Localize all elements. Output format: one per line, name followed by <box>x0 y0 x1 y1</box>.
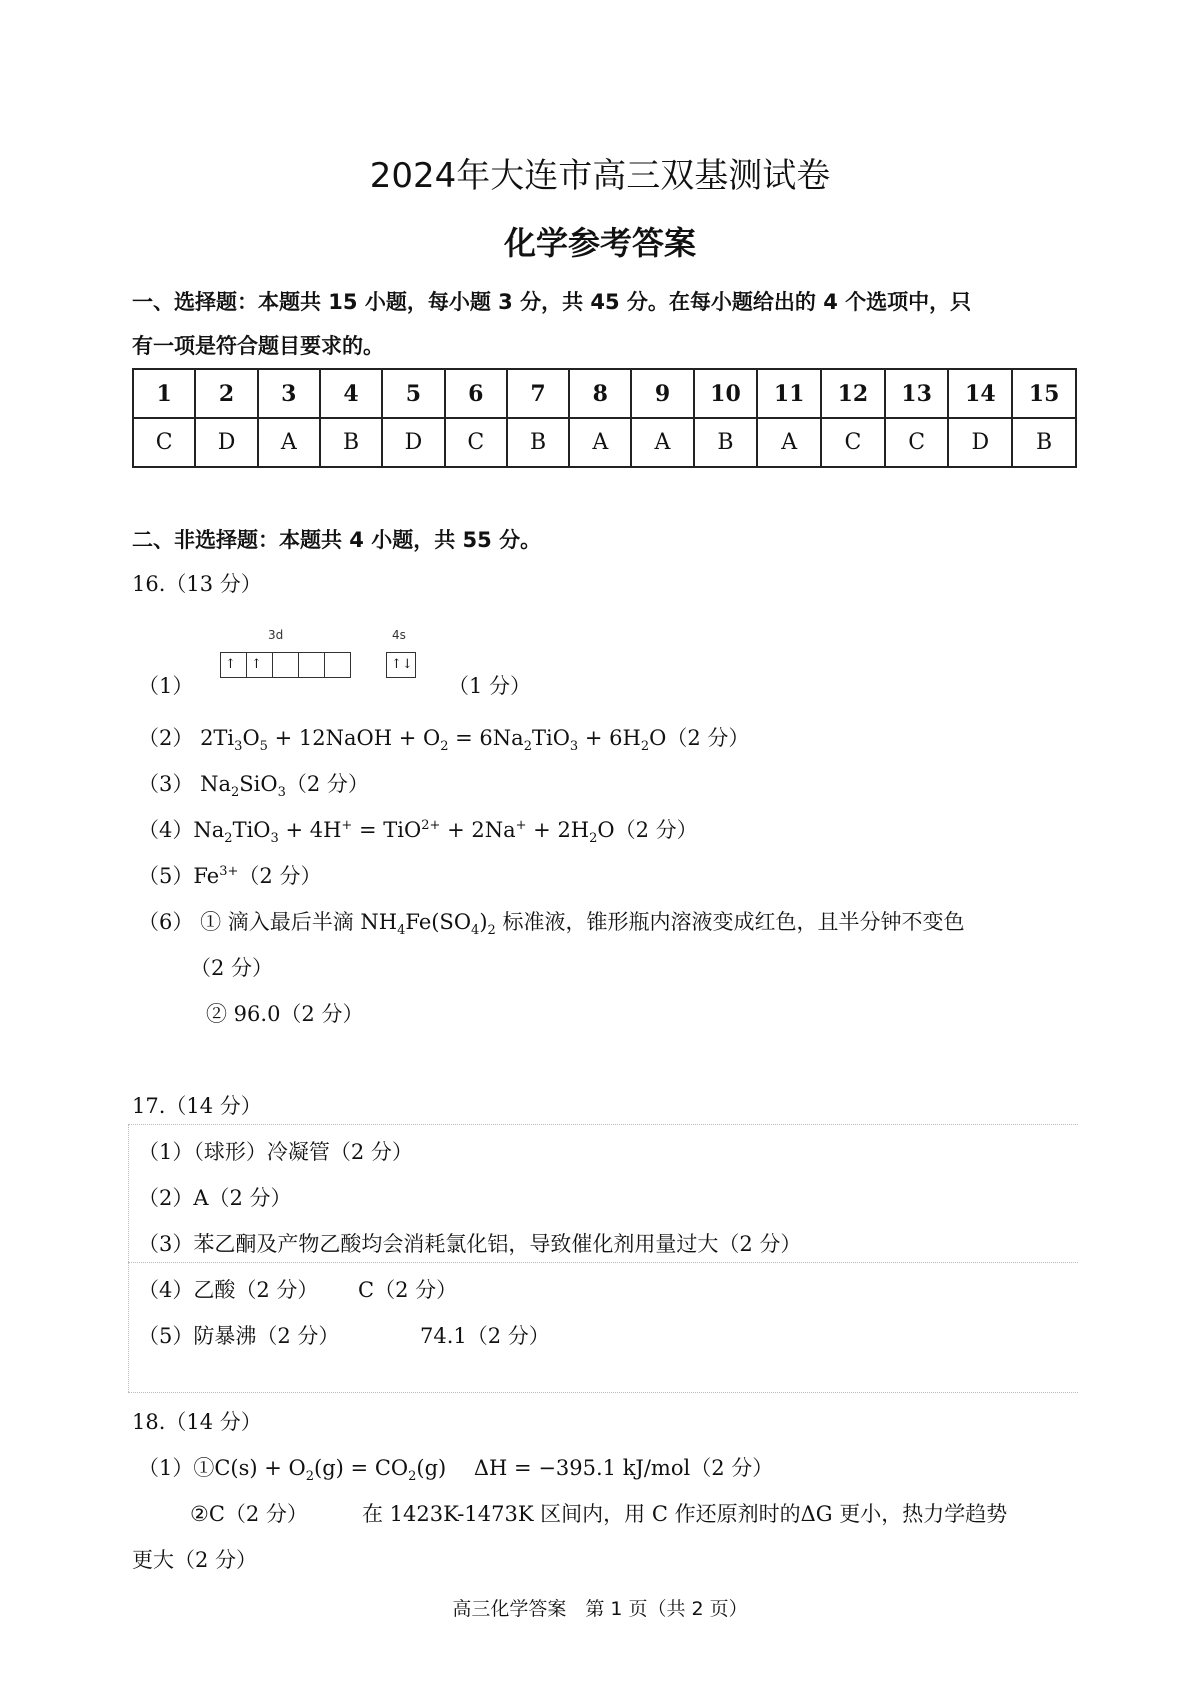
answer-cell: B <box>694 418 758 467</box>
q16-a6-prefix: （6） <box>138 910 194 934</box>
q18-a1-line2-left: ②C（2 分） <box>190 1502 308 1526</box>
orbital-3d-label: 3d <box>268 628 284 642</box>
q17-a4-left: （4）乙酸（2 分） <box>138 1278 319 1302</box>
formula-text: ) <box>479 910 488 934</box>
formula-text: ① 滴入最后半滴 NH <box>200 910 398 934</box>
q16-a6-line3: ② 96.0（2 分） <box>206 1002 364 1026</box>
q17-a3: （3）苯乙酮及产物乙酸均会消耗氯化铝，导致催化剂用量过大（2 分） <box>138 1232 802 1256</box>
q18-header: 18.（14 分） <box>132 1410 262 1434</box>
q16-a3-prefix: （3） <box>138 772 194 796</box>
formula-text: + 2Na <box>440 818 516 842</box>
subscript: 2 <box>224 831 233 847</box>
orbital-3d-box <box>272 652 299 678</box>
subscript: 4 <box>397 923 406 939</box>
q18-a1-line2-right: 在 1423K-1473K 区间内，用 C 作还原剂时的ΔG 更小，热力学趋势 <box>362 1502 1008 1526</box>
superscript: + <box>515 818 527 833</box>
question-number-cell: 9 <box>631 369 693 418</box>
formula-text: SiO <box>239 772 278 796</box>
superscript: + <box>341 818 353 833</box>
orbital-3d-boxes <box>220 652 351 678</box>
subscript: 2 <box>523 739 532 755</box>
question-number-cell: 2 <box>195 369 257 418</box>
orbital-4s-boxes <box>386 652 416 678</box>
question-number-cell: 8 <box>569 369 631 418</box>
subscript: 2 <box>305 1469 315 1485</box>
subscript: 2 <box>487 923 496 939</box>
divider <box>128 1124 1078 1125</box>
answer-cell: B <box>1012 418 1076 467</box>
subscript: 2 <box>589 831 598 847</box>
subscript: 5 <box>259 739 268 755</box>
answer-cell: D <box>195 418 257 467</box>
answer-cell: C <box>885 418 949 467</box>
q16-a1-prefix: （1） <box>138 674 194 698</box>
section1-instructions-line2: 有一项是符合题目要求的。 <box>132 334 384 358</box>
formula-text: O（2 分） <box>597 818 698 842</box>
q16-a6 <box>138 906 965 938</box>
q16-a3 <box>138 768 369 800</box>
q16-a2 <box>138 722 749 754</box>
question-number-cell: 6 <box>445 369 507 418</box>
q17-a2: （2）A（2 分） <box>138 1186 292 1210</box>
answer-cell: A <box>631 418 693 467</box>
divider <box>128 1124 129 1392</box>
subscript: 3 <box>270 831 279 847</box>
divider <box>128 1262 1078 1263</box>
formula-text: TiO <box>232 818 271 842</box>
formula-text: + 12NaOH + O <box>267 726 441 750</box>
q16-a5 <box>138 860 321 890</box>
question-number-cell: 12 <box>821 369 885 418</box>
answer-cell: D <box>382 418 444 467</box>
answer-cell: A <box>258 418 320 467</box>
formula-text: （2 分） <box>238 864 322 888</box>
formula-text: O（2 分） <box>649 726 750 750</box>
question-number-cell: 3 <box>258 369 320 418</box>
superscript: 3+ <box>219 864 239 879</box>
q17-a4-right: C（2 分） <box>358 1278 458 1302</box>
formula-text: Na <box>200 772 231 796</box>
subscript: 3 <box>234 739 243 755</box>
formula-text: + 6H <box>578 726 641 750</box>
section1-instructions-line1: 一、选择题：本题共 15 小题，每小题 3 分，共 45 分。在每小题给出的 4 个选项中，只 <box>132 290 972 314</box>
formula-text: = TiO <box>352 818 422 842</box>
formula-text: + 2H <box>526 818 590 842</box>
formula-text: + 4H <box>278 818 342 842</box>
question-number-cell: 1 <box>133 369 195 418</box>
q16-a4-prefix: （4） <box>138 818 194 842</box>
q18-a1 <box>138 1452 773 1484</box>
orbital-3d-box <box>324 652 351 678</box>
answer-cell: B <box>320 418 382 467</box>
formula-text: （2 分） <box>285 772 369 796</box>
subscript: 2 <box>640 739 650 755</box>
question-number-cell: 14 <box>948 369 1012 418</box>
orbital-3d-box: ↑ <box>220 652 247 678</box>
answer-cell: D <box>948 418 1012 467</box>
q16-a4 <box>138 814 698 846</box>
question-number-cell: 7 <box>507 369 569 418</box>
page-footer: 高三化学答案 第 1 页（共 2 页） <box>452 1598 748 1620</box>
q17-a5-right: 74.1（2 分） <box>420 1324 550 1348</box>
formula-text: （1）①C(s) + O <box>138 1456 306 1480</box>
page-title: 2024年大连市高三双基测试卷 <box>369 156 831 196</box>
q17-header: 17.（14 分） <box>132 1094 262 1118</box>
subscript: 3 <box>569 739 579 755</box>
subscript: 4 <box>471 923 480 939</box>
answer-cell: C <box>821 418 885 467</box>
answer-table-number-row <box>133 369 1076 418</box>
question-number-cell: 15 <box>1012 369 1076 418</box>
formula-text: Fe(SO <box>405 910 472 934</box>
q16-a2-prefix: （2） <box>138 726 194 750</box>
question-number-cell: 4 <box>320 369 382 418</box>
q17-a5-left: （5）防暴沸（2 分） <box>138 1324 340 1348</box>
formula-text: 标准液，锥形瓶内溶液变成红色，且半分钟不变色 <box>495 910 965 934</box>
question-number-cell: 5 <box>382 369 444 418</box>
q16-a5-prefix: （5） <box>138 864 194 888</box>
formula-text: Fe <box>193 864 220 888</box>
subscript: 3 <box>277 785 286 801</box>
answer-cell: C <box>445 418 507 467</box>
formula-text: = 6Na <box>448 726 524 750</box>
orbital-3d-box: ↑ <box>246 652 273 678</box>
q16-header: 16.（13 分） <box>132 572 262 596</box>
answer-table <box>132 368 1077 468</box>
formula-text: O <box>242 726 260 750</box>
question-number-cell: 13 <box>885 369 949 418</box>
divider <box>128 1392 1078 1393</box>
subscript: 2 <box>440 739 449 755</box>
section2-heading: 二、非选择题：本题共 4 小题，共 55 分。 <box>132 528 542 552</box>
question-number-cell: 10 <box>694 369 758 418</box>
answer-cell: A <box>757 418 821 467</box>
formula-text: (g) = CO <box>314 1456 409 1480</box>
answer-cell: B <box>507 418 569 467</box>
q18-a1-line3: 更大（2 分） <box>132 1548 258 1572</box>
formula-text: 2Ti <box>200 726 235 750</box>
formula-text: TiO <box>531 726 570 750</box>
answer-table-answer-row <box>133 418 1076 467</box>
answer-cell: C <box>133 418 195 467</box>
q16-a1-score: （1 分） <box>448 674 532 698</box>
formula-text: Na <box>193 818 225 842</box>
question-number-cell: 11 <box>757 369 821 418</box>
subscript: 2 <box>408 1469 417 1485</box>
answer-cell: A <box>569 418 631 467</box>
orbital-3d-box <box>298 652 325 678</box>
orbital-4s-label: 4s <box>392 628 406 642</box>
formula-text: (g) ΔH = −395.1 kJ/mol（2 分） <box>416 1456 774 1480</box>
page-subtitle: 化学参考答案 <box>503 224 696 262</box>
superscript: 2+ <box>421 818 441 833</box>
subscript: 2 <box>230 785 240 801</box>
q17-a1: （1）（球形）冷凝管（2 分） <box>138 1140 413 1164</box>
q16-a6-line2: （2 分） <box>190 956 274 980</box>
orbital-4s-box: ↑↓ <box>386 652 416 678</box>
